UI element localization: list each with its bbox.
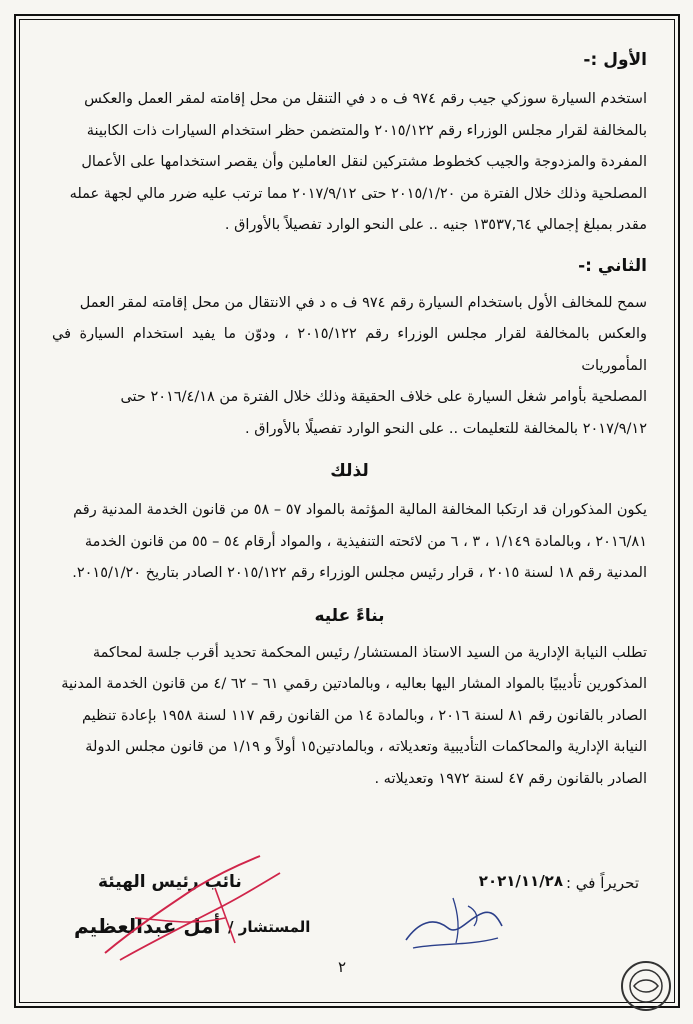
- text-line: استخدم السيارة سوزكي جيب رقم ٩٧٤ ف ه د في التنقل من محل إقامته لمقر العمل والعكس: [84, 91, 647, 107]
- section-heading-based: بناءً عليه: [314, 605, 385, 626]
- page-number: ٢: [338, 958, 347, 976]
- text-line: المدنية رقم ١٨ لسنة ٢٠١٥ ، قرار رئيس مجلس الوزراء رقم ٢٠١٥/١٢٢ الصادر بتاريخ ٢٠١٥/١/٢٠.: [72, 565, 647, 581]
- text-line: ٢٠١٦/٨١ ، وبالمادة ١/١٤٩ ، ٣ ، ٦ من لائحته التنفيذية ، والمواد أرقام ٥٤ – ٥٥ من قانون الخدمة: [84, 533, 647, 550]
- signatory-name: أمل عبدالعظيم: [74, 914, 221, 938]
- blue-initials-icon: [398, 888, 508, 958]
- date-value: ٢٠٢١/١١/٢٨: [478, 872, 563, 890]
- official-stamp-icon: [618, 958, 674, 1014]
- text-line: بالمخالفة لقرار مجلس الوزراء رقم ٢٠١٥/١٢٢ والمتضمن حظر استخدام السيارات ذات الكابينة: [86, 122, 647, 139]
- signatory-title: نائب رئيس الهيئة: [98, 872, 242, 892]
- red-signature-icon: [95, 848, 295, 968]
- text-line: المفردة والمزدوجة والجيب كخطوط مشتركين لنقل العاملين وأن يقصر استخدامها على الأعمال: [81, 154, 647, 170]
- signatory-name-prefix: المستشار /: [228, 918, 311, 936]
- text-line: يكون المذكوران قد ارتكبا المخالفة المالية المؤثمة بالمواد ٥٧ – ٥٨ من قانون الخدمة المدنية رقم: [73, 502, 647, 518]
- text-line: النيابة الإدارية والمحاكمات التأديبية وتعديلاته ، وبالمادتين١٥ أولاً و ١/١٩ من قانون مجلس الدولة: [85, 739, 647, 755]
- text-line: المصلحية بأوامر شغل السيارة على خلاف الحقيقة وذلك خلال الفترة من ٢٠١٦/٤/١٨ حتى: [120, 389, 647, 405]
- text-line: ٢٠١٧/٩/١٢ بالمخالفة للتعليمات .. على النحو الوارد تفصيلًا بالأوراق .: [245, 420, 647, 437]
- text-line: المذكورين تأديبيًا بالمواد المشار اليها بعاليه ، وبالمادتين رقمي ٦١ – ٦٢ /٤ من قانون الخدمة المدنية: [61, 676, 647, 692]
- text-line: سمح للمخالف الأول باستخدام السيارة رقم ٩٧٤ ف ه د في الانتقال من محل إقامته لمقر العمل: [79, 294, 647, 311]
- section-heading-second: الثاني :-: [578, 255, 647, 276]
- date-label: تحريراً في :: [565, 874, 639, 892]
- text-line: الصادر بالقانون رقم ٨١ لسنة ٢٠١٦ ، وبالمادة ١٤ من القانون رقم ١١٧ لسنة ١٩٥٨ بإعادة تنظيم: [81, 707, 647, 724]
- section-heading-therefore: لذلك: [330, 461, 369, 481]
- text-line: والعكس بالمخالفة لقرار مجلس الوزراء رقم ٢٠١٥/١٢٢ ، ودوّن ما يفيد استخدام السيارة في المأموريات: [52, 326, 647, 374]
- text-line: الصادر بالقانون رقم ٤٧ لسنة ١٩٧٢ وتعديلاته .: [374, 770, 647, 787]
- section-heading-first: الأول :-: [583, 50, 647, 70]
- text-line: تطلب النيابة الإدارية من السيد الاستاذ المستشار/ رئيس المحكمة تحديد أقرب جلسة لمحاكمة: [92, 644, 647, 661]
- text-line: مقدر بمبلغ إجمالي ١٣٥٣٧,٦٤ جنيه .. على النحو الوارد تفصيلاً بالأوراق .: [224, 217, 647, 233]
- text-line: المصلحية وذلك خلال الفترة من ٢٠١٥/١/٢٠ حتى ٢٠١٧/٩/١٢ مما ترتب عليه ضرر مالي لجهة عمله: [69, 185, 647, 202]
